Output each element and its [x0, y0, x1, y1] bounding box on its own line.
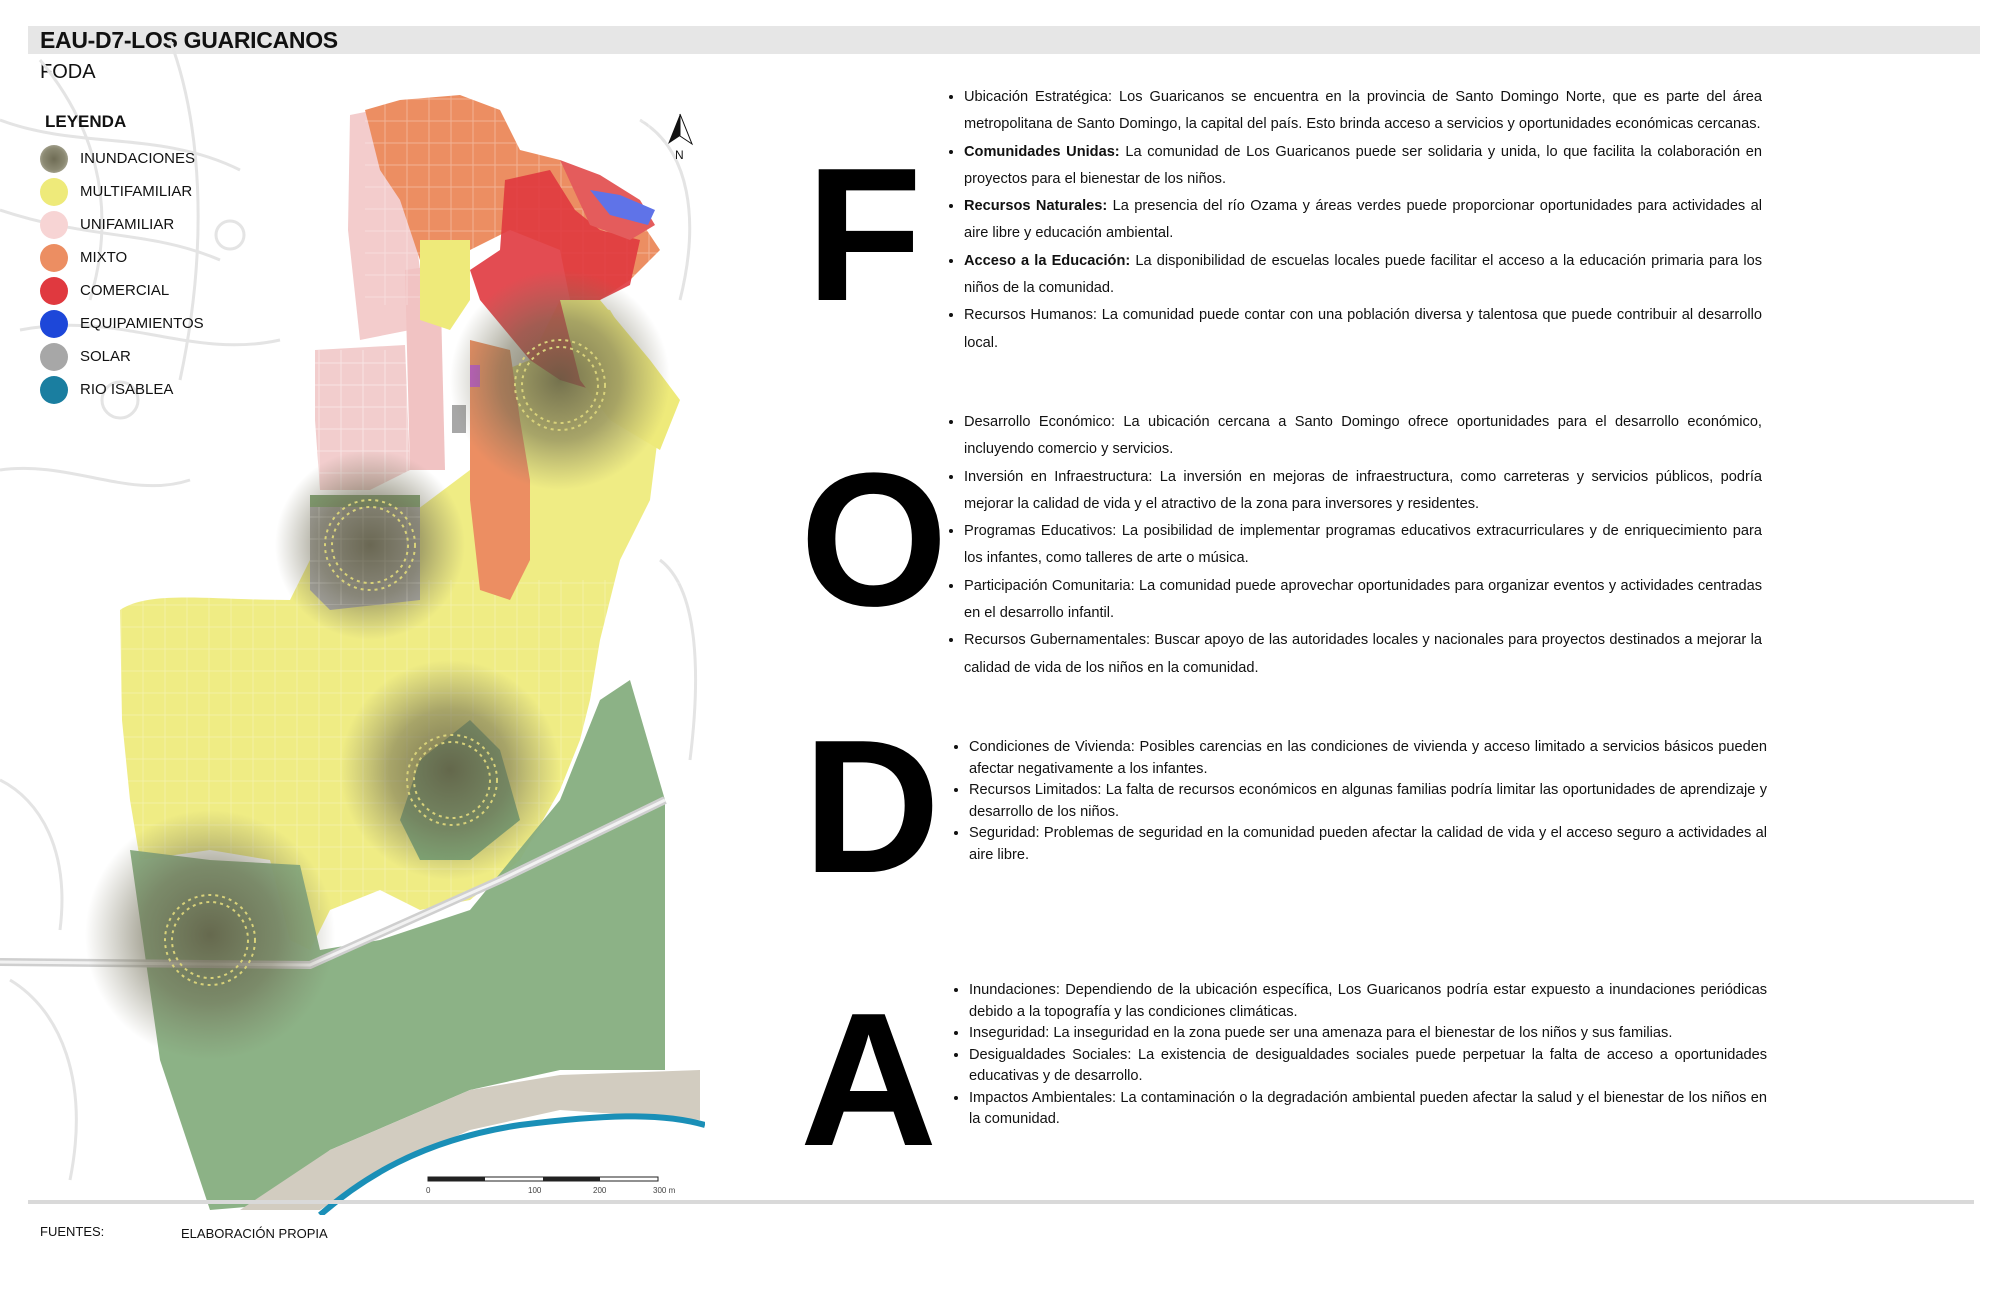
legend-label: MULTIFAMILIAR	[80, 183, 193, 200]
legend-swatch	[40, 211, 68, 239]
page-subtitle: FODA	[40, 61, 96, 83]
legend-swatch	[40, 277, 68, 305]
foda-letter-o: O	[800, 434, 948, 646]
legend-label: COMERCIAL	[80, 282, 170, 299]
legend-item-solar	[40, 340, 280, 373]
list-item: • Desigualdades Sociales: La existencia de desigualdades sociales puede perpetuar la falta de acceso a oportunidades educativas y de desarrollo.	[969, 1045, 1767, 1088]
zone-multifamiliar-north	[420, 240, 470, 330]
footer-label: FUENTES:	[40, 1224, 105, 1239]
foda-letter-a: A	[800, 974, 938, 1186]
north-label: N	[675, 148, 684, 162]
flood-zone-2	[275, 450, 465, 640]
scale-label-100: 100	[528, 1186, 542, 1195]
footer-value: ELABORACIÓN PROPIA	[181, 1226, 328, 1241]
list-item: • Recursos Limitados: La falta de recursos económicos en algunas familias podría limitar las oportunidades de aprendizaje y desarrollo de los niños.	[969, 780, 1767, 823]
flood-zone-3	[340, 660, 560, 880]
amenazas-list	[949, 980, 1767, 1131]
list-item: • Seguridad: Problemas de seguridad en la comunidad pueden afectar la calidad de vida y el acceso seguro a actividades al aire libre.	[969, 823, 1767, 866]
foda-letter-f: F	[806, 129, 923, 341]
list-item: • Inundaciones: Dependiendo de la ubicación específica, Los Guaricanos podría estar expuesto a inundaciones periódicas debido a la topografía y las condiciones climáticas.	[969, 980, 1767, 1023]
legend-label: INUNDACIONES	[80, 150, 196, 167]
list-item: • Comunidades Unidas: La comunidad de Los Guaricanos puede ser solidaria y unida, lo que facilita la colaboración en proyectos para el bienestar de los niños.	[964, 139, 1762, 194]
legend-item-mixto	[40, 241, 280, 274]
legend-swatch	[40, 145, 68, 173]
legend-item-equipamientos	[40, 307, 280, 340]
legend-label: SOLAR	[80, 348, 131, 365]
list-item: • Condiciones de Vivienda: Posibles carencias en las condiciones de vivienda y acceso limitado a servicios básicos pueden afectar negativamente a los infantes.	[969, 737, 1767, 780]
legend-item-unifamiliar	[40, 208, 280, 241]
legend-swatch	[40, 343, 68, 371]
legend-item-multifamiliar	[40, 175, 280, 208]
oportunidades-list	[944, 409, 1762, 682]
legend-label: MIXTO	[80, 249, 128, 266]
footer-divider	[28, 1200, 1974, 1204]
flood-zone-1	[450, 270, 670, 490]
legend-label: RIO ISABLEA	[80, 381, 174, 398]
list-item: • Recursos Naturales: La presencia del río Ozama y áreas verdes puede proporcionar oportunidades para actividades al aire libre y educación ambiental.	[964, 193, 1762, 248]
legend-item-inundaciones	[40, 142, 280, 175]
legend-title: LEYENDA	[45, 112, 127, 131]
scale-label-0: 0	[426, 1186, 431, 1195]
page-title: EAU-D7-LOS GUARICANOS	[40, 27, 338, 53]
scale-label-200: 200	[593, 1186, 607, 1195]
list-item: • Inseguridad: La inseguridad en la zona puede ser una amenaza para el bienestar de los niños y sus familias.	[969, 1023, 1767, 1045]
legend-label: EQUIPAMIENTOS	[80, 315, 204, 332]
legend-swatch	[40, 376, 68, 404]
map-legend	[40, 112, 280, 406]
list-item: • Participación Comunitaria: La comunidad puede aprovechar oportunidades para organizar eventos y actividades centradas en el desarrollo infantil.	[964, 573, 1762, 628]
debilidades-list	[949, 737, 1767, 866]
foda-letter-d: D	[803, 701, 941, 913]
legend-swatch	[40, 244, 68, 272]
list-item: • Recursos Gubernamentales: Buscar apoyo de las autoridades locales y nacionales para proyectos destinados a mejorar la calidad de vida de los niños en la comunidad.	[964, 627, 1762, 682]
list-item: • Programas Educativos: La posibilidad de implementar programas educativos extracurriculares y de enriquecimiento para los infantes, como talleres de arte o música.	[964, 518, 1762, 573]
legend-item-comercial	[40, 274, 280, 307]
north-arrow-icon	[665, 112, 695, 162]
list-item: • Desarrollo Económico: La ubicación cercana a Santo Domingo ofrece oportunidades para el desarrollo económico, incluyendo comercio y servicios.	[964, 409, 1762, 464]
legend-label: UNIFAMILIAR	[80, 216, 175, 233]
legend-swatch	[40, 178, 68, 206]
legend-item-rio-isablea	[40, 373, 280, 406]
list-item: • Ubicación Estratégica: Los Guaricanos se encuentra en la provincia de Santo Domingo Norte, que es parte del área metropolitana de Santo Domingo, la capital del país. Esto brinda acceso a servicios y oportunidades económicas cercanas.	[964, 84, 1762, 139]
scale-label-300: 300 m	[653, 1186, 676, 1195]
list-item: • Recursos Humanos: La comunidad puede contar con una población diversa y talentosa que puede contribuir al desarrollo local.	[964, 302, 1762, 357]
list-item: • Acceso a la Educación: La disponibilidad de escuelas locales puede facilitar el acceso a la educación primaria para los niños de la comunidad.	[964, 248, 1762, 303]
scale-bar	[426, 1177, 676, 1195]
list-item: • Inversión en Infraestructura: La inversión en mejoras de infraestructura, como carreteras y servicios públicos, podría mejorar la calidad de vida y el atractivo de la zona para inversores y residentes.	[964, 464, 1762, 519]
site-map	[0, 0, 705, 1215]
list-item: • Impactos Ambientales: La contaminación o la degradación ambiental pueden afectar la salud y el bienestar de los niños en la comunidad.	[969, 1088, 1767, 1131]
fortalezas-list	[944, 84, 1762, 357]
legend-swatch	[40, 310, 68, 338]
flood-zone-4	[85, 810, 335, 1060]
